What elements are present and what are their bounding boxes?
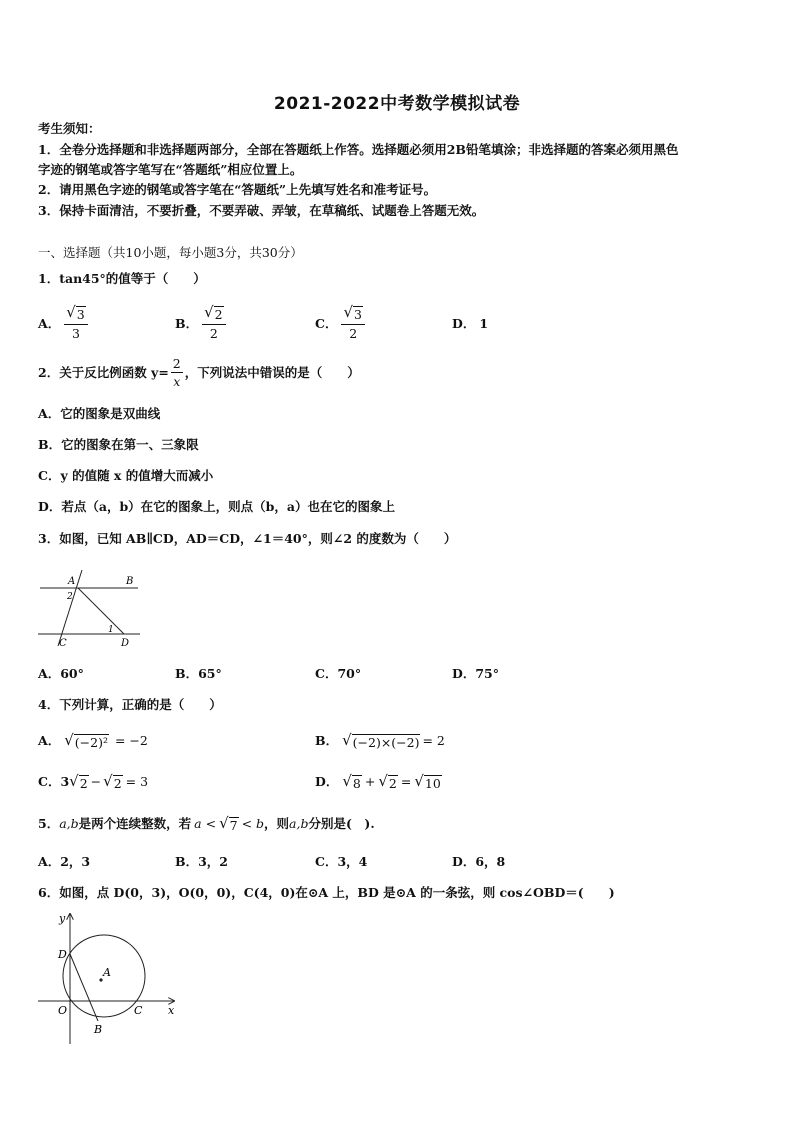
q3-option-a: A．60° <box>38 666 84 681</box>
q4-c-label: C．3 <box>38 774 70 789</box>
q3-option-c: C．70° <box>315 666 362 681</box>
q5-post-1: ，则 <box>264 816 290 831</box>
q2-frac-den: x <box>173 374 181 389</box>
q5-ab-2: a,b <box>289 816 309 831</box>
notice-heading: 考生须知： <box>38 121 101 136</box>
q4-c-rhs: = 3 <box>125 774 149 789</box>
q1-a-denominator: 3 <box>71 326 80 341</box>
page-title: 2021-2022中考数学模拟试卷 <box>273 94 521 114</box>
question-1-stem: 1．tan45°的值等于（ ） <box>38 271 206 286</box>
q1-option-c-fraction: √ 3 2 <box>341 304 365 341</box>
q4-option-c <box>38 772 148 792</box>
q4-option-b <box>315 731 445 751</box>
q1-option-b-fraction: √ 2 2 <box>202 304 226 341</box>
q4-a-rhs: = −2 <box>114 733 148 748</box>
q5-ab: a,b <box>59 816 79 831</box>
q5-option-b: B．3，2 <box>175 854 228 869</box>
q1-c-denominator: 2 <box>349 326 358 341</box>
q2-option-d: D．若点（a，b）在它的图象上，则点（b，a）也在它的图象上 <box>38 499 396 514</box>
q1-b-denominator: 2 <box>209 326 218 341</box>
q3-label-angle-2: 2 <box>67 592 73 602</box>
q3-option-d: D．75° <box>452 666 499 681</box>
q4-c-radicand-2: 2 <box>113 775 122 791</box>
q1-option-b <box>175 304 226 341</box>
notice-line-4: 3．保持卡面清洁，不要折叠，不要弄破、弄皱，在草稿纸、试题卷上答题无效。 <box>38 203 485 218</box>
q3-label-a: A <box>68 576 76 587</box>
q4-d-sqrt-1: √ 8 <box>342 771 361 791</box>
q1-option-a-label: A． <box>38 315 61 331</box>
q4-b-label: B． <box>315 733 339 748</box>
q5-option-a: A．2，3 <box>38 854 91 869</box>
q4-d-radicand-3: 10 <box>424 775 441 791</box>
q4-a-sqrt: √ (−2)² <box>64 730 108 750</box>
q1-option-a-fraction: √ 3 3 <box>64 304 88 341</box>
q4-c-minus: − <box>90 774 102 789</box>
q1-b-radicand: 2 <box>214 307 223 322</box>
q4-d-radicand-1: 8 <box>352 775 361 791</box>
q3-option-b: B．65° <box>175 666 222 681</box>
q6-label-c: C <box>134 1004 143 1017</box>
q2-stem-pre: 2．关于反比例函数 y= <box>38 364 169 380</box>
q5-number: 5． <box>38 816 60 831</box>
notice-line-1: 1．全卷分选择题和非选择题两部分，全部在答题纸上作答。选择题必须用2B铅笔填涂；非选择题的答案必须用黑色 <box>38 142 679 157</box>
q6-label-d: D <box>58 948 67 961</box>
q1-option-b-label: B． <box>175 315 199 331</box>
q6-label-y: y <box>59 912 66 925</box>
question-3-stem: 3．如图，已知 AB∥CD，AD＝CD，∠1＝40°，则∠2 的度数为（ ） <box>38 531 457 546</box>
q5-post-2: 分别是( ). <box>308 816 375 831</box>
question-4-stem: 4．下列计算，正确的是（ ） <box>38 697 222 712</box>
q6-label-o: O <box>58 1004 68 1017</box>
q5-mid: 是两个连续整数，若 <box>78 816 192 831</box>
q1-a-radicand: 3 <box>76 307 85 322</box>
q5-radicand: 7 <box>229 817 238 833</box>
q4-c-sqrt-2: √ 2 <box>103 771 122 791</box>
q2-option-c: C．y 的值随 x 的值增大而减小 <box>38 468 214 483</box>
q2-option-b: B．它的图象在第一、三象限 <box>38 437 199 452</box>
q1-option-d-value: 1 <box>479 315 489 331</box>
q4-a-radicand: (−2)² <box>74 734 108 750</box>
q1-option-c <box>315 304 365 341</box>
q4-a-label: A． <box>38 733 61 748</box>
q4-d-sqrt-2: √ 2 <box>378 771 397 791</box>
q3-figure <box>34 568 146 652</box>
q2-fraction <box>171 356 183 389</box>
q2-stem-post: ，下列说法中错误的是（ ） <box>184 364 360 380</box>
q5-ineq-b: < b <box>241 816 265 831</box>
q1-option-d <box>452 314 488 332</box>
q3-label-angle-1: 1 <box>108 625 114 635</box>
q3-label-d: D <box>121 638 130 649</box>
q4-c-sqrt-1: √ 2 <box>69 771 88 791</box>
q4-d-radicand-2: 2 <box>388 775 397 791</box>
q6-figure <box>32 910 182 1046</box>
q4-b-rhs: = 2 <box>422 733 445 748</box>
q1-c-radicand: 3 <box>354 307 362 322</box>
q4-d-equals: = <box>400 774 412 789</box>
q1-option-a <box>38 304 88 341</box>
notice-line-2: 字迹的钢笔或答字笔写在“答题纸”相应位置上。 <box>38 162 303 177</box>
question-5-stem <box>38 814 375 834</box>
q4-d-label: D． <box>315 774 339 789</box>
q5-option-c: C．3，4 <box>315 854 368 869</box>
q1-option-d-label: D． <box>452 316 476 331</box>
question-2-stem <box>38 356 360 389</box>
q6-label-x: x <box>168 1004 175 1017</box>
q4-d-sqrt-3: √ 10 <box>414 771 441 791</box>
q2-frac-num: 2 <box>172 356 181 371</box>
q5-ineq-a: a < <box>194 816 217 831</box>
notice-line-3: 2．请用黑色字迹的钢笔或答字笔在“答题纸”上先填写姓名和准考证号。 <box>38 182 437 197</box>
section-heading: 一、选择题（共10小题，每小题3分，共30分） <box>38 245 303 260</box>
q3-label-b: B <box>126 576 134 587</box>
question-6-stem: 6．如图，点 D(0，3)，O(0，0)，C(4，0)在⊙A 上，BD 是⊙A 的一条弦，则 cos∠OBD＝( ) <box>38 885 615 900</box>
q4-option-a <box>38 731 148 751</box>
q5-sqrt: √ 7 <box>219 813 238 833</box>
q4-b-radicand: (−2)×(−2) <box>352 734 420 750</box>
q4-d-plus: + <box>364 774 376 789</box>
q6-label-b: B <box>94 1023 103 1036</box>
q5-option-d: D．6，8 <box>452 854 506 869</box>
q2-option-a: A．它的图象是双曲线 <box>38 406 161 421</box>
q4-b-sqrt: √ (−2)×(−2) <box>342 730 420 750</box>
q1-option-c-label: C． <box>315 315 338 331</box>
q4-c-radicand-1: 2 <box>79 775 88 791</box>
q4-option-d <box>315 772 442 792</box>
q6-label-a: A <box>103 966 111 979</box>
q3-label-c: C <box>59 638 67 649</box>
